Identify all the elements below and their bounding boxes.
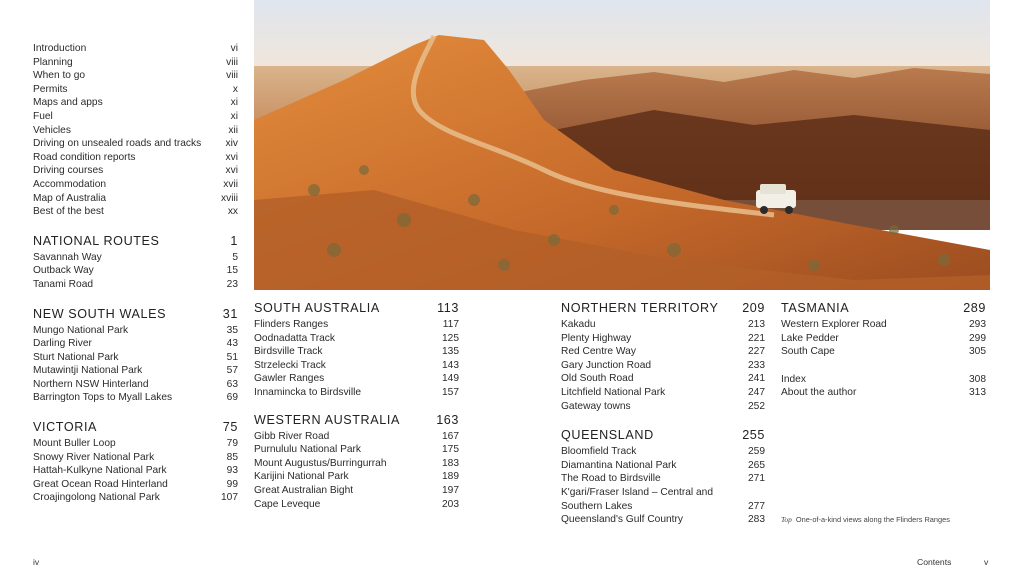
toc-entry: Snowy River National Park 85 [33,451,238,463]
section-heading: SOUTH AUSTRALIA 113 [254,301,459,315]
section-heading: TASMANIA 289 [781,301,986,315]
toc-entry: When to go viii [33,70,238,82]
toc-entry: Darling River 43 [33,338,238,350]
toc-entry: Mount Augustus/Burringurrah 183 [254,457,459,469]
section-heading: WESTERN AUSTRALIA 163 [254,412,459,427]
toc-entry: Outback Way 15 [33,265,238,277]
toc-entry: Driving on unsealed roads and tracks xiv [33,138,238,150]
toc-column-2 [254,300,459,522]
toc-entry: Mutawintji National Park 57 [33,365,238,377]
toc-entry: Road condition reports xvi [33,151,238,163]
section-new-south-wales [33,306,238,406]
toc-entry: Croajingolong National Park 107 [33,492,238,504]
toc-entry: Lake Pedder 299 [781,332,986,344]
toc-entry: Purnululu National Park 175 [254,444,459,456]
toc-entry: Mungo National Park 35 [33,324,238,336]
toc-entry: Diamantina National Park 265 [561,459,765,471]
left-page-number: iv [33,557,40,567]
toc-entry: Great Australian Bight 197 [254,484,459,496]
toc-entry: Maps and apps xi [33,97,238,109]
toc-entry: Old South Road 241 [561,373,765,385]
toc-entry: Birdsville Track 135 [254,346,459,358]
toc-entry: Introduction vi [33,43,238,54]
toc-entry: Gawler Ranges 149 [254,373,459,385]
toc-entry: Great Ocean Road Hinterland 99 [33,478,238,490]
section-queensland [561,427,765,527]
toc-entry: Fuel xi [33,110,238,122]
section-tasmania [781,300,986,359]
toc-entry: Sturt National Park 51 [33,351,238,363]
front-matter-list [33,42,238,219]
section-heading: NORTHERN TERRITORY 209 [561,301,765,315]
toc-entry: Best of the best xx [33,206,238,218]
section-western-australia [254,412,459,512]
toc-entry: South Cape 305 [781,346,986,358]
landscape-illustration [254,0,990,290]
toc-entry: Plenty Highway 221 [561,332,765,344]
toc-entry: Gary Junction Road 233 [561,359,765,371]
toc-entry: Gateway towns 252 [561,400,765,412]
toc-column-3 [561,300,765,538]
caption-label: Top [781,515,792,524]
photo-caption [781,515,950,524]
section-national-routes [33,233,238,292]
section-heading: QUEENSLAND 255 [561,428,765,443]
toc-entry: Permits x [33,83,238,95]
toc-entry: Mount Buller Loop 79 [33,438,238,450]
toc-entry: Planning viii [33,56,238,68]
running-footer-label: Contents [917,557,952,567]
toc-column-1 [33,42,238,516]
toc-entry: Index 308 [781,373,986,385]
toc-column-4 [781,300,986,411]
toc-entry: Oodnadatta Track 125 [254,332,459,344]
back-matter-list [781,373,986,400]
toc-entry: Litchfield National Park 247 [561,386,765,398]
right-page-number: v [984,557,989,567]
section-heading: VICTORIA 75 [33,420,238,435]
toc-entry: Northern NSW Hinterland 63 [33,378,238,390]
section-south-australia [254,300,459,400]
section-victoria [33,419,238,505]
toc-entry: Accommodation xvii [33,178,238,190]
toc-entry: Innamincka to Birdsville 157 [254,386,459,398]
toc-entry: Flinders Ranges 117 [254,319,459,330]
toc-entry: K'gari/Fraser Island – Central and Southern Lakes 277 [561,486,765,512]
toc-entry: Western Explorer Road 293 [781,319,986,330]
toc-entry: Tanami Road 23 [33,278,238,290]
toc-entry: Karijini National Park 189 [254,471,459,483]
toc-entry: Hattah-Kulkyne National Park 93 [33,465,238,477]
toc-entry: Driving courses xvi [33,165,238,177]
toc-entry: About the author 313 [781,387,986,399]
toc-entry: Strzelecki Track 143 [254,359,459,371]
flinders-ranges-photo [254,0,990,290]
toc-entry: Kakadu 213 [561,319,765,330]
toc-entry: Barrington Tops to Myall Lakes 69 [33,392,238,404]
toc-entry: The Road to Birdsville 271 [561,473,765,485]
toc-entry: Cape Leveque 203 [254,498,459,510]
section-heading: NEW SOUTH WALES 31 [33,306,238,321]
toc-entry: Queensland's Gulf Country 283 [561,514,765,526]
section-northern-territory [561,300,765,413]
section-heading: NATIONAL ROUTES 1 [33,233,238,248]
toc-entry: Vehicles xii [33,124,238,136]
toc-entry: Gibb River Road 167 [254,430,459,442]
toc-entry: Bloomfield Track 259 [561,446,765,458]
toc-entry: Savannah Way 5 [33,251,238,263]
toc-entry: Red Centre Way 227 [561,346,765,358]
toc-entry: Map of Australia xviii [33,192,238,204]
caption-text: One-of-a-kind views along the Flinders Ranges [795,515,950,524]
